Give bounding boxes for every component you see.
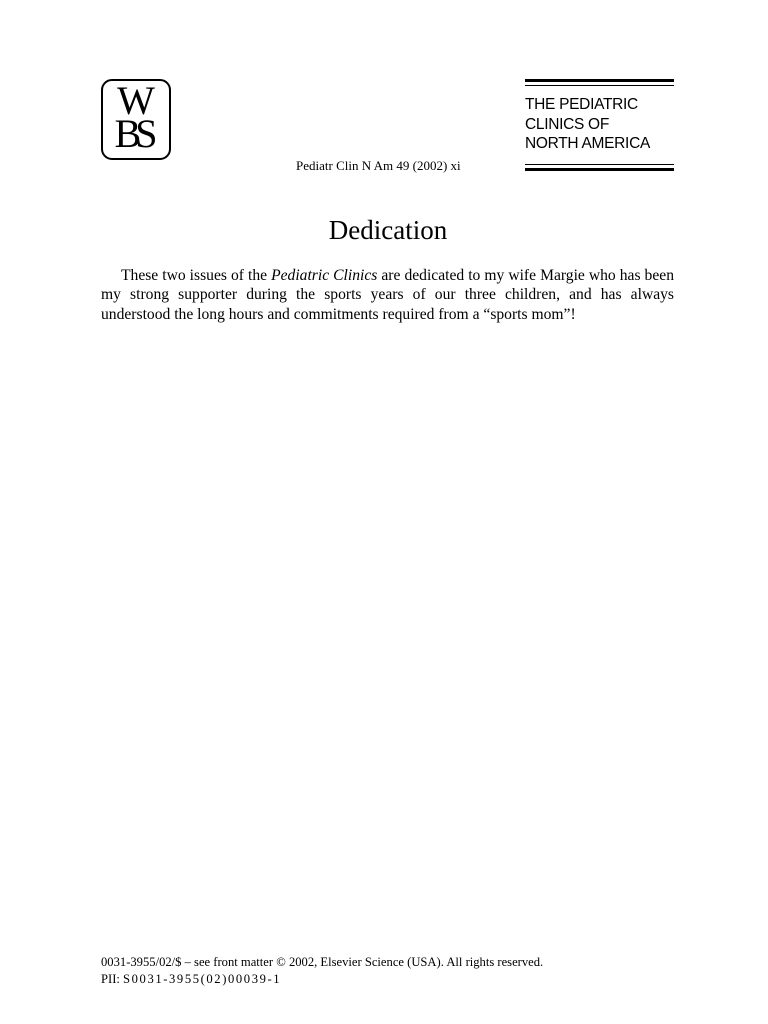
logo-letters-top: W [117,78,149,123]
dedication-paragraph [101,266,674,324]
citation: Pediatr Clin N Am 49 (2002) xi [296,158,461,173]
journal-name-line-2: CLINICS OF [525,115,609,133]
journal-name-line-3: NORTH AMERICA [525,135,650,152]
journal-name [525,95,650,154]
footer [101,954,543,988]
page-title: Dedication [328,215,448,245]
journal-rule-bottom-thin [525,164,674,165]
publisher-logo [101,79,171,160]
copyright-line: 0031-3955/02/$ – see front matter © 2002, Elsevier Science (USA). All rights reserved. [101,955,544,969]
logo-letters-bottom: BS [114,111,152,156]
pii-line [101,971,543,988]
pii-code: S0031-3955(02)00039-1 [123,972,282,986]
dedication-journal-title: Pediatric Clinics [271,267,378,284]
journal-name-line-1: THE PEDIATRIC [525,96,638,113]
journal-rule-top-thin [525,85,674,86]
journal-rule-bottom-thick [525,168,674,171]
dedication-text-end: are dedicated to my wife Margie who has been my strong supporter during the sports years of our three children, and has always understood the long hours and commitments required from a “sports mom”! [101,267,674,323]
pii-label: PII: [101,972,124,986]
dedication-text-start: These two issues of the [121,267,272,284]
journal-rule-top-thick [525,79,674,82]
